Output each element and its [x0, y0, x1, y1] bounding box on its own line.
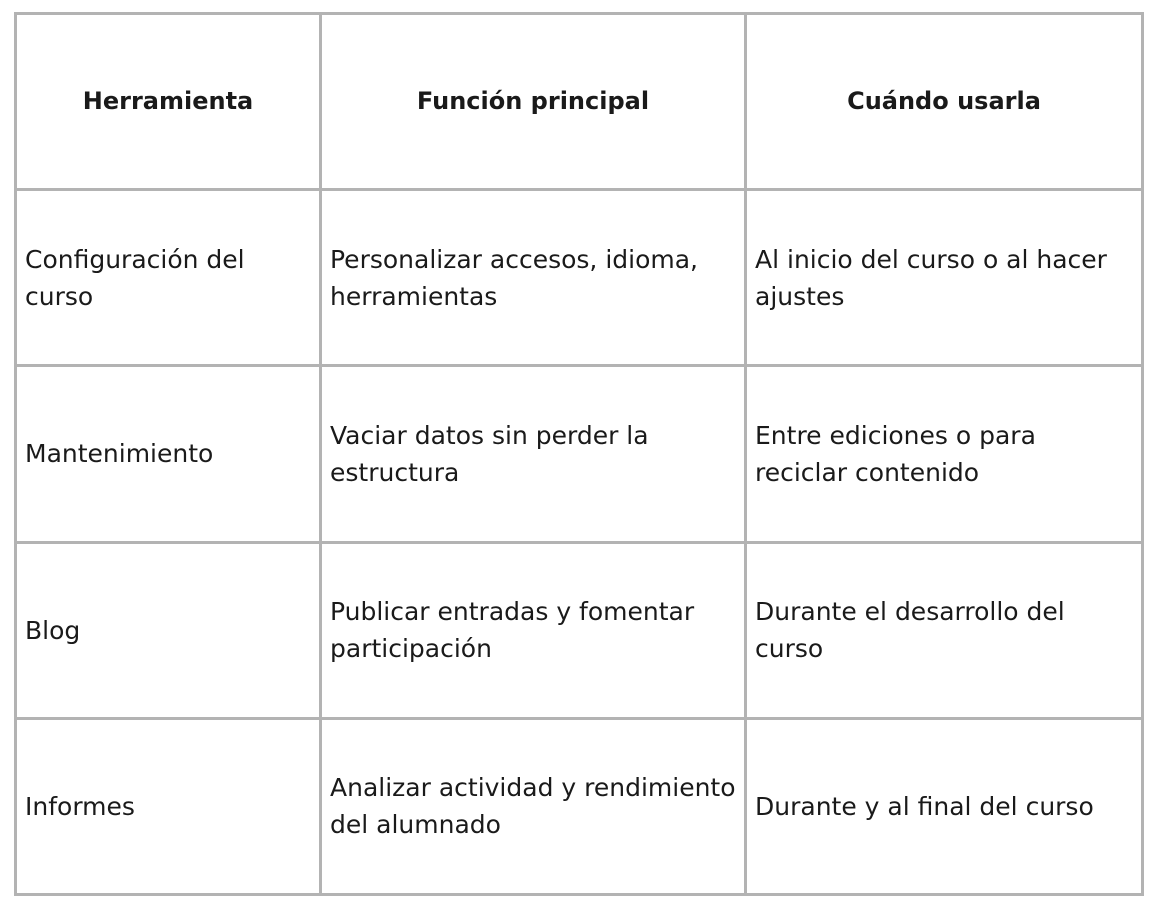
cell-function: Personalizar accesos, idioma, herramientas [321, 190, 746, 366]
cell-function: Analizar actividad y rendimiento del alumnado [321, 718, 746, 894]
cell-when: Durante y al final del curso [746, 718, 1143, 894]
cell-tool: Configuración del curso [16, 190, 321, 366]
table-row [16, 190, 1143, 366]
cell-function: Publicar entradas y fomentar participación [321, 542, 746, 718]
table-row [16, 542, 1143, 718]
table-row [16, 718, 1143, 894]
cell-tool: Mantenimiento [16, 366, 321, 542]
cell-tool: Informes [16, 718, 321, 894]
tools-table [14, 12, 1144, 896]
cell-function: Vaciar datos sin perder la estructura [321, 366, 746, 542]
table-row [16, 366, 1143, 542]
header-cuando-usarla: Cuándo usarla [746, 14, 1143, 190]
cell-tool: Blog [16, 542, 321, 718]
cell-when: Entre ediciones o para reciclar contenido [746, 366, 1143, 542]
cell-when: Al inicio del curso o al hacer ajustes [746, 190, 1143, 366]
table-header-row [16, 14, 1143, 190]
header-funcion-principal: Función principal [321, 14, 746, 190]
header-herramienta: Herramienta [16, 14, 321, 190]
cell-when: Durante el desarrollo del curso [746, 542, 1143, 718]
